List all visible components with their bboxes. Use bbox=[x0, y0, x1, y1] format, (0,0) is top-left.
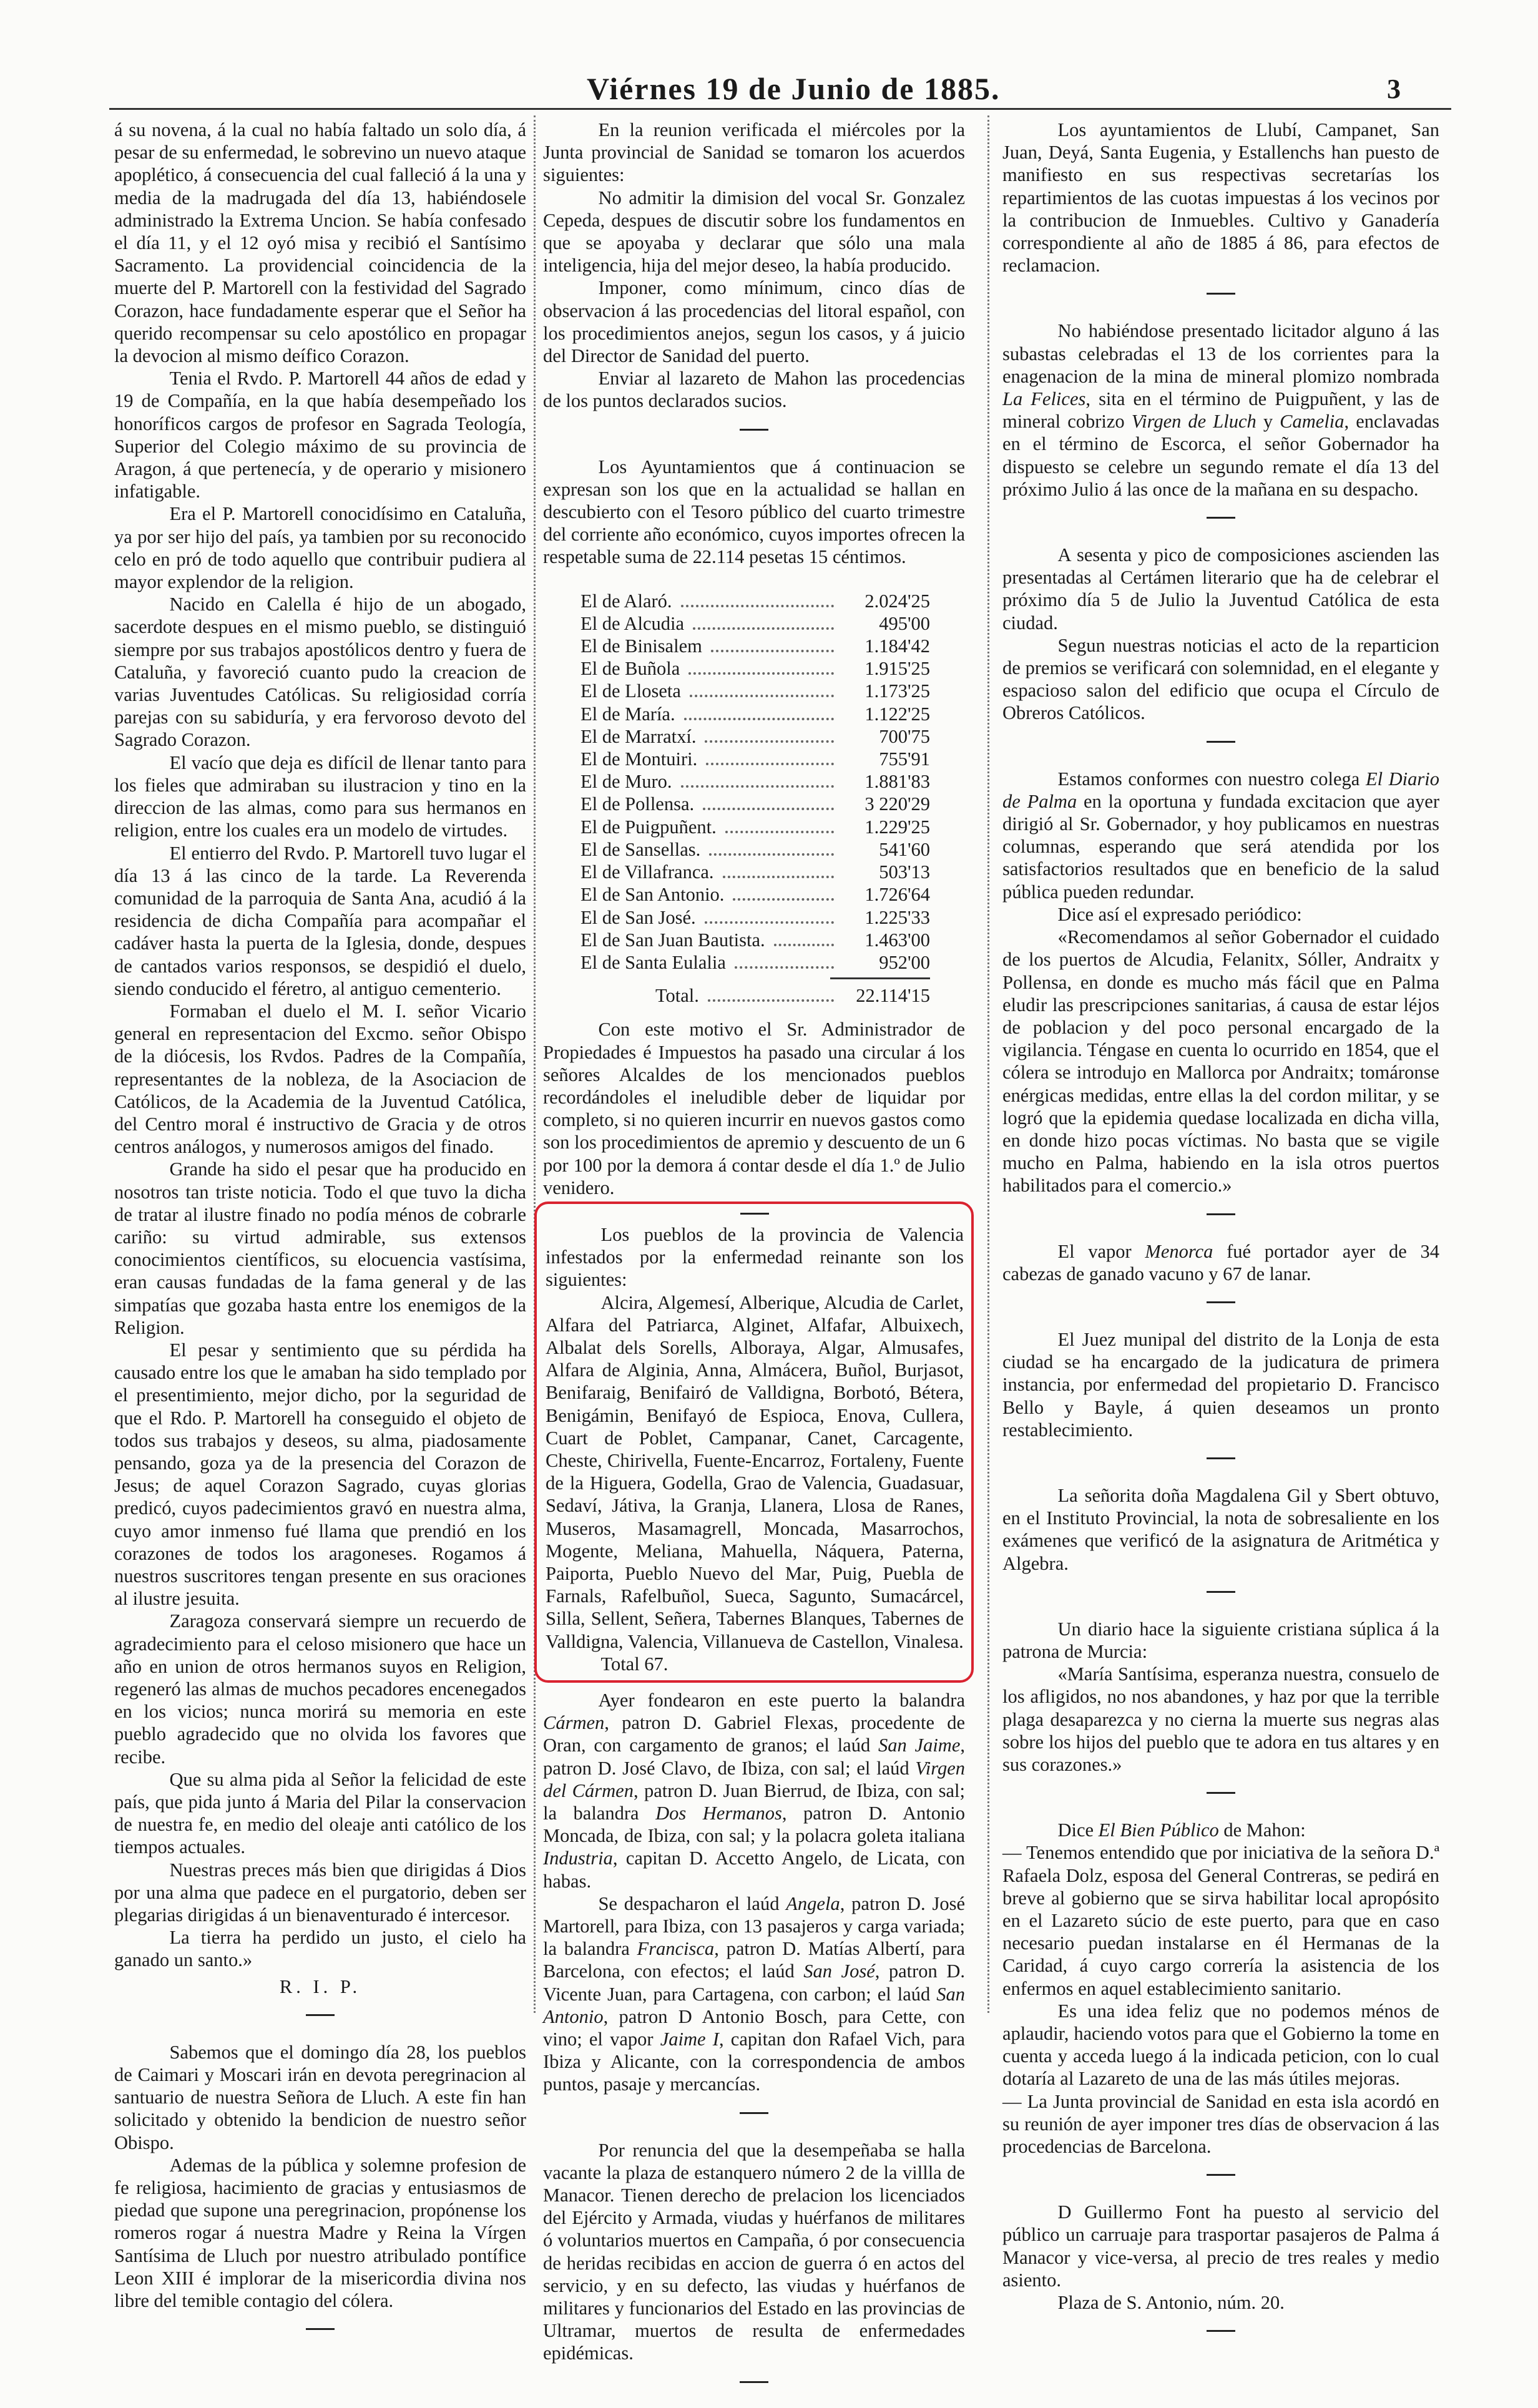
italic-title: Dos Hermanos bbox=[655, 1803, 782, 1824]
dot-leader bbox=[693, 627, 834, 630]
text-run: á su novena, á la cual no había faltado un solo día, á pesar de su enfermedad, le sobrevino un nuevo ataque apoplético, á consecuencia del cual falleció á la una y media de la madrugada del día 13, habiéndosele administrado la Extrema Uncion. Se había confesado el día 11, y el 12 oyó misa y recibió el Santísimo Sacramento. La providencial coincidencia de la muerte del P. Martorell con la festividad del Sagrado Corazon, hace fundadamente esperar que el Señor ha querido recompensar su celo apostólico en propagar la devocion al mismo deífico Corazon. bbox=[114, 119, 526, 367]
text-run: El entierro del Rvdo. P. Martorell tuvo lugar el día 13 á las cinco de la tarde. La Reverenda comunidad de la parroquia de Santa Ana, acudió á la residencia de dicha Compañía para acompañar el cadáver hasta la puerta de la Iglesia, donde, despues de cantados varios responsos, se despidió el duelo, siendo conducido el féretro, al antiguo cementerio. bbox=[114, 842, 526, 999]
italic-title: El Diario de Palma bbox=[1002, 768, 1440, 812]
table-row bbox=[580, 703, 930, 725]
text-run: , patron D. José Clavo, de Ibiza, con sal; el laúd bbox=[543, 1735, 965, 1779]
text-run: En la reunion verificada el miércoles por la Junta provincial de Sanidad se tomaron los acuerdos siguientes: bbox=[543, 119, 965, 186]
table-row bbox=[580, 793, 930, 815]
italic-title: Virgen del Cármen bbox=[543, 1757, 965, 1801]
amount-value: 952'00 bbox=[879, 951, 930, 973]
text-run: fué portador ayer de 34 cabezas de ganado vacuno y 67 de lanar. bbox=[1002, 1240, 1439, 1285]
amount-value: 1.463'00 bbox=[865, 929, 930, 951]
section-divider bbox=[740, 2381, 768, 2383]
article-paragraph bbox=[546, 1223, 964, 1291]
amount-value: 1.184'42 bbox=[865, 635, 930, 657]
text-run: Segun nuestras noticias el acto de la reparticion de premios se verificará con solemnidad, en el elegante y espacioso salon del edificio que ocupa el Círculo de Obreros Católicos. bbox=[1002, 634, 1439, 724]
article-paragraph bbox=[114, 502, 526, 593]
dot-leader bbox=[735, 966, 834, 969]
dot-leader bbox=[705, 740, 834, 743]
text-run: «María Santísima, esperanza nuestra, consuelo de los afligidos, no nos abandones, y haz por que la terrible plaga desaparezca y no cierna la muerte sus negras alas sobre los hijos del pueblo que te adora en tus altares y en sus corazones.» bbox=[1002, 1663, 1439, 1775]
municipality-name: El de Alaró. bbox=[580, 590, 672, 612]
text-run: Dice bbox=[1057, 1819, 1099, 1841]
italic-title: Camelia bbox=[1280, 411, 1345, 433]
table-row bbox=[580, 770, 930, 793]
municipality-name: El de Binisalem bbox=[580, 635, 702, 657]
section-divider bbox=[1207, 1301, 1235, 1303]
table-row bbox=[580, 883, 930, 906]
municipality-name: El de San José. bbox=[580, 906, 696, 928]
text-run: La señorita doña Magdalena Gil y Sbert obtuvo, en el Instituto Provincial, la nota de sobresaliente en los exámenes que verificó de la asignatura de Aritmética y Algebra. bbox=[1002, 1484, 1439, 1574]
article-paragraph bbox=[114, 2154, 526, 2312]
table-row bbox=[580, 725, 930, 748]
section-divider bbox=[740, 1213, 769, 1215]
column-separator bbox=[987, 115, 989, 2013]
text-run: Ademas de la pública y solemne profesion de fe religiosa, hacimiento de gracias y entusiasmos de piedad que supone una peregrinacion, propónense los romeros rogar á nuestra Madre y Reina la Vírgen Santísima de Lluch por nuestro atribulado pontífice Leon XIII é implorar de la misericordia divina nos libre del temible contagio del cólera. bbox=[114, 2154, 526, 2312]
text-run: El vapor bbox=[1057, 1240, 1145, 1262]
article-paragraph bbox=[1002, 119, 1439, 277]
text-run: Imponer, como mínimum, cinco días de observacion á las procedencias del litoral español, con los procedimientos anejos, segun los casos, y á juicio del Director de Sanidad del puerto. bbox=[543, 277, 965, 367]
amount-value: 700'75 bbox=[879, 725, 930, 747]
text-run: D Guillermo Font ha puesto al servicio del público un carruaje para trasportar pasajeros de Palma á Manacor y vice-versa, al precio de tres reales y medio asiento. bbox=[1002, 2201, 1439, 2291]
article-paragraph bbox=[543, 2139, 965, 2365]
text-run: Los Ayuntamientos que á continuacion se expresan son los que en la actualidad se hallan en descubierto con el Tesoro público del cuarto trimestre del corriente año económico, cuyos importes ofrecen la respetable suma de 22.114 pesetas 15 céntimos. bbox=[543, 456, 965, 568]
section-divider bbox=[1207, 2330, 1235, 2332]
table-row bbox=[580, 906, 930, 929]
table-row bbox=[580, 635, 930, 657]
table-row bbox=[580, 861, 930, 883]
italic-title: Cármen bbox=[543, 1712, 605, 1734]
amount-value: 2.024'25 bbox=[865, 590, 930, 612]
debt-table bbox=[580, 590, 930, 1007]
amount-value: 495'00 bbox=[879, 612, 930, 634]
dot-leader bbox=[705, 921, 834, 924]
text-run: Zaragoza conservará siempre un recuerdo de agradecimiento para el celoso misionero que hace un año en union de otros hermanos suyos en Religion, regeneró las almas de muchos pecadores encenegados en los vicios; nunca morirá su memoria en este pueblo agradecido que no olvida los favores que recibe. bbox=[114, 1610, 526, 1768]
dot-leader bbox=[723, 876, 834, 878]
amount-value: 1.122'25 bbox=[865, 703, 930, 725]
italic-title: Francisca bbox=[637, 1938, 715, 1960]
text-run: Que su alma pida al Señor la felicidad de este país, que pida junto á Maria del Pilar la conservacion de nuestra fe, en medio del oleaje anti católico de los tiempos actuales. bbox=[114, 1768, 526, 1858]
column-left bbox=[114, 119, 526, 2355]
dot-leader bbox=[711, 650, 834, 652]
table-row bbox=[580, 590, 930, 612]
municipality-name: El de San Juan Bautista. bbox=[580, 929, 765, 951]
section-divider bbox=[306, 2014, 335, 2016]
text-run: Dice así el expresado periódico: bbox=[1057, 903, 1302, 925]
text-run: Es una idea feliz que no podemos ménos de aplaudir, haciendo votos para que el Gobierno la tome en cuenta y acceda luego á la indicada peticion, con lo cual dotaría al Lazareto de una de las más útiles mejoras. bbox=[1002, 2000, 1439, 2090]
article-paragraph bbox=[543, 277, 965, 367]
column-separator bbox=[534, 115, 536, 2013]
centered-text: R. I. P. bbox=[279, 1975, 361, 1997]
section-divider bbox=[1207, 741, 1235, 743]
text-run: , capitan D. Accetto Angelo, de Licata, con habas. bbox=[543, 1848, 965, 1892]
table-row bbox=[580, 748, 930, 770]
table-row bbox=[580, 680, 930, 702]
article-paragraph bbox=[114, 1926, 526, 1971]
dot-leader bbox=[774, 944, 834, 946]
amount-value: 3 220'29 bbox=[865, 793, 930, 815]
amount-value: 1.881'83 bbox=[865, 771, 930, 793]
text-run: Plaza de S. Antonio, núm. 20. bbox=[1057, 2292, 1285, 2314]
amount-value: 1.726'64 bbox=[865, 884, 930, 906]
article-paragraph bbox=[543, 1018, 965, 1199]
article-paragraph bbox=[1002, 2201, 1439, 2291]
article-paragraph bbox=[114, 1859, 526, 1927]
section-divider bbox=[306, 2328, 335, 2330]
article-paragraph bbox=[1002, 2000, 1439, 2090]
section-divider bbox=[1207, 293, 1235, 295]
text-run: Estamos conformes con nuestro colega bbox=[1057, 768, 1366, 790]
text-run: Nuestras preces más bien que dirigidas á Dios por una alma que padece en el purgatorio, deben ser plegarias dirigidas á un bienaventurado é intercesor. bbox=[114, 1859, 526, 1926]
table-row bbox=[580, 951, 930, 974]
municipality-name: El de Buñola bbox=[580, 658, 680, 680]
table-row bbox=[580, 816, 930, 838]
article-paragraph bbox=[1002, 634, 1439, 725]
article-paragraph bbox=[1002, 1819, 1439, 1841]
text-run: , capitan don Rafael Vich, para Ibiza y Alicante, con la correspondencia de ambos puntos, pasaje y mercancías. bbox=[543, 2029, 965, 2095]
text-run: Nacido en Calella é hijo de un abogado, sacerdote despues en el mismo pueblo, se distinguió siempre por sus trabajos apostólicos dentro y fuera de Cataluña, y favoreció cuanto pudo la creacion de varias Juventudes Católicas. Su religiosidad corría parejas con su sabiduría, y era fervoroso devoto del Sagrado Corazon. bbox=[114, 594, 526, 751]
article-paragraph bbox=[114, 367, 526, 502]
amount-value: 1.229'25 bbox=[865, 816, 930, 838]
text-run: Los pueblos de la provincia de Valencia infestados por la enfermedad reinante son los siguientes: bbox=[546, 1223, 964, 1291]
article-paragraph bbox=[1002, 1484, 1439, 1575]
article-paragraph bbox=[114, 1768, 526, 1859]
municipality-name: El de Marratxí. bbox=[580, 725, 697, 747]
amount-value: 1.173'25 bbox=[865, 680, 930, 702]
page-header bbox=[0, 66, 1538, 109]
text-run: Total 67. bbox=[600, 1653, 669, 1675]
italic-title: Industria bbox=[543, 1848, 613, 1869]
text-run: La tierra ha perdido un justo, el cielo ha ganado un santo.» bbox=[114, 1927, 526, 1971]
text-run: en la oportuna y fundada excitacion que ayer dirigió al Sr. Gobernador, y hoy publicamos en nuestras columnas, esperando que será atendida por los satisfactorios resultados que en beneficio de la salud pública pueden redundar. bbox=[1002, 790, 1439, 903]
municipality-name: El de San Antonio. bbox=[580, 884, 725, 906]
article-paragraph bbox=[1002, 903, 1439, 926]
text-run: Enviar al lazareto de Mahon las procedencias de los puntos declarados sucios. bbox=[543, 368, 965, 412]
text-run: Alcira, Algemesí, Alberique, Alcudia de Carlet, Alfara del Patriarca, Alginet, Alfafar, Albuixech, Albalat dels Sorells, Alboraya, Algar, Almusafes, Alfara de Alginia, Anna, Almácera, Buñol, Burjasot, Benifaraig, Benifairó de Valldigna, Borbotó, Bétera, Benigámin, Benifayó de Espioca, Enova, Cullera, Cuart de Poblet, Campanar, Canet, Carcagente, Cheste, Chirivella, Fuente-Encarroz, Fortaleny, Fuente de la Higuera, Godella, Grao de Valencia, Guadasuar, Sedaví, Játiva, la Granja, Llanera, Llosa de Ranes, Museros, Masamagrell, Moncada, Masarrochos, Mogente, Meliana, Mahuella, Náquera, Paterna, Paiporta, Pueblo Nuevo del Mar, Puig, Puebla de Farnals, Rafelbuñol, Sueca, Sagunto, Sumacárcel, Silla, Sellent, Señera, Tabernes Blanques, Tabernes de Valldigna, Valencia, Villanueva de Castellon, Vinalesa. bbox=[546, 1291, 964, 1652]
text-run: , patron D. Vicente Juan, para Cartagena, con carbon; el laúd bbox=[543, 1960, 965, 2005]
article-paragraph bbox=[114, 1158, 526, 1339]
municipality-name: El de Lloseta bbox=[580, 680, 681, 702]
text-run: , patron D. Gabriel Flexas, procedente de Oran, con cargamento de granos; el laúd bbox=[543, 1712, 965, 1756]
article-paragraph bbox=[114, 1610, 526, 1768]
dot-leader bbox=[733, 898, 834, 901]
municipality-name: El de Muro. bbox=[580, 771, 672, 793]
article-paragraph bbox=[114, 593, 526, 751]
italic-title: San Antonio bbox=[543, 1983, 965, 2027]
amount-value: 541'60 bbox=[879, 838, 930, 860]
sum-rule bbox=[830, 977, 930, 979]
text-run: El vacío que deja es difícil de llenar tanto para los fieles que admiraban su ilustracion y tino en la direccion de las almas, como para sus hermanos en religion, entre los cuales era un modelo de virtudes. bbox=[114, 751, 526, 841]
article-paragraph bbox=[543, 456, 965, 569]
article-paragraph bbox=[114, 119, 526, 367]
section-divider bbox=[1207, 2174, 1235, 2176]
article-paragraph bbox=[543, 367, 965, 412]
municipality-name: El de María. bbox=[580, 703, 675, 725]
total-label: Total. bbox=[655, 985, 699, 1007]
total-row bbox=[580, 984, 930, 1007]
table-row bbox=[580, 838, 930, 861]
section-divider bbox=[1207, 1591, 1235, 1593]
section-divider bbox=[740, 2112, 768, 2114]
italic-title: Jaime I bbox=[660, 2029, 719, 2050]
italic-title: Virgen de Lluch bbox=[1131, 411, 1256, 433]
italic-title: El Bien Público bbox=[1098, 1819, 1219, 1841]
article-paragraph bbox=[543, 187, 965, 277]
table-row bbox=[580, 929, 930, 951]
text-run: , patron D. Matías Albertí, para Barcelona, con efectos; el laúd bbox=[543, 1938, 965, 1982]
article-paragraph bbox=[1002, 926, 1439, 1197]
municipality-name: El de Puigpuñent. bbox=[580, 816, 717, 838]
section-divider bbox=[1207, 1457, 1235, 1459]
text-run: , patron D. Antonio Moncada, de Ibiza, con sal; y la polacra goleta italiana bbox=[543, 1803, 965, 1847]
amount-value: 755'91 bbox=[879, 748, 930, 770]
article-paragraph bbox=[114, 751, 526, 842]
article-paragraph bbox=[543, 1689, 965, 1892]
text-run: Ayer fondearon en este puerto la balandra bbox=[598, 1690, 965, 1711]
article-paragraph bbox=[543, 1892, 965, 2096]
municipality-name: El de Villafranca. bbox=[580, 861, 714, 883]
dot-leader bbox=[703, 808, 834, 810]
article-paragraph bbox=[1002, 768, 1439, 903]
text-run: Por renuncia del que la desempeñaba se halla vacante la plaza de estanquero número 2 de la villla de Manacor. Tienen derecho de prelacion los licenciados del Ejército y Armada, viudas y huérfanos de militares ó voluntarios muertos en Campaña, ó por consecuencia de heridas recibidas en accion de guerra ó en actos del servicio, y en su defecto, las viudas y huérfanos de militares y funcionarios del Estado en las provincias de Ultramar, muertos de resulta de enfermedades epidémicas. bbox=[543, 2139, 965, 2364]
text-run: Sabemos que el domingo día 28, los pueblos de Caimari y Moscari irán en devota peregrinacion al santuario de nuestra Señora de Lluch. A este fin han solicitado y obtenido la bendicion de nuestro señor Obispo. bbox=[114, 2041, 526, 2153]
text-run: Tenia el Rvdo. P. Martorell 44 años de edad y 19 de Compañía, en la que había desempeñado los honoríficos cargos de profesor en Sagrada Teología, Superior del Colegio máximo de su provincia de Aragon, á que pertenecía, y de operario y misionero infatigable. bbox=[114, 368, 526, 502]
article-paragraph bbox=[114, 2041, 526, 2154]
article-paragraph bbox=[114, 1339, 526, 1610]
text-run: Grande ha sido el pesar que ha producido en nosotros tan triste noticia. Todo el que tuvo la dicha de tratar al ilustre finado no podía ménos de cobrarle cariño: su virtud admirable, sus extensos conocimientos científicos, su elocuencia vastísima, eran causas fundadas de la fama general y de las simpatías que gozaba hasta entre los enemigos de la Religion. bbox=[114, 1158, 526, 1338]
dot-leader bbox=[681, 785, 834, 788]
dot-leader bbox=[709, 853, 834, 856]
article-paragraph bbox=[1002, 1841, 1439, 1999]
dot-leader bbox=[690, 695, 834, 697]
municipality-name: El de Alcudia bbox=[580, 612, 685, 634]
text-run: Con este motivo el Sr. Administrador de Propiedades é Impuestos ha pasado una circular á los señores Alcaldes de los mencionados pueblos recordándoles el ineludible deber de liquidar por completo, si no quieren incurrir en nuevos gastos como son los procedimientos de apremio y descuento de un 6 por 100 por la demora á contar desde el día 1.º de Julio venidero. bbox=[543, 1019, 965, 1198]
article-paragraph bbox=[546, 1291, 964, 1653]
dot-leader bbox=[684, 718, 834, 720]
text-run: , patron D Antonio Bosch, para Cette, con vino; el vapor bbox=[543, 2005, 965, 2050]
text-run: de Mahon: bbox=[1218, 1819, 1306, 1841]
highlight-box bbox=[534, 1202, 974, 1683]
article-paragraph bbox=[1002, 1328, 1439, 1441]
table-row bbox=[580, 657, 930, 680]
section-divider bbox=[1207, 1213, 1235, 1215]
text-run: No habiéndose presentado licitador alguno á las subastas celebradas el 13 de los corrientes para la enagenacion de la mina de mineral plomizo nombrada bbox=[1002, 320, 1439, 387]
text-run: — La Junta provincial de Sanidad en esta isla acordó en su reunión de ayer imponer tres días de observacion á las procedencias de Barcelona. bbox=[1002, 2090, 1439, 2158]
amount-value: 1.225'33 bbox=[865, 906, 930, 928]
text-run: , enclavadas en el término de Escorca, el señor Gobernador ha dispuesto se celebre un segundo remate el día 13 del próximo Julio á las once de la mañana en su despacho. bbox=[1002, 411, 1439, 500]
header-rule bbox=[109, 108, 1451, 110]
text-run: «Recomendamos al señor Gobernador el cuidado de los puertos de Alcudia, Felanitx, Sóller, Andraitx y Pollensa, en donde es mucho más fácil que en Palma eludir las prescripciones sanitarias, á causa de estar léjos de poblacion y del poco personal encargado de la vigilancia. Téngase en cuenta lo ocurrido en 1854, que el cólera se introdujo en Mallorca por Andraitx; tomáronse enérgicas medidas, entre ellas la del cordon militar, y se logró que la epidemia quedase localizada en dicha villa, en donde hizo pocas víctimas. No basta que se vigile mucho en Palma, habiendo en la isla otros puertos habilitados para el comercio.» bbox=[1002, 926, 1439, 1197]
article-paragraph bbox=[1002, 320, 1439, 501]
text-run: Era el P. Martorell conocidísimo en Cataluña, ya por ser hijo del país, ya tambien por su reconocido celo en pró de todo aquello que contribuir pudiera al mayor explendor de la religion. bbox=[114, 503, 526, 593]
text-run: Los ayuntamientos de Llubí, Campanet, San Juan, Deyá, Santa Eugenia, y Estallenchs han puesto de manifiesto en sus respectivas secretarías los repartimientos de las cuotas impuestas á los vecinos por la contribucion de Inmuebles. Cultivo y Ganadería correspondiente al año de 1885 á 86, para efectos de reclamacion. bbox=[1002, 119, 1439, 277]
municipality-name: El de Santa Eulalia bbox=[580, 951, 726, 973]
text-run: , patron D. Juan Bierrud, de Ibiza, con sal; la balandra bbox=[543, 1779, 965, 1824]
column-right bbox=[1002, 119, 1439, 2357]
dot-leader bbox=[706, 763, 834, 765]
italic-title: San Jaime bbox=[878, 1735, 961, 1756]
amount-value: 1.915'25 bbox=[865, 658, 930, 680]
text-run: — Tenemos entendido que por iniciativa de la señora D.ª Rafaela Dolz, esposa del General Contreras, se pedirá en breve al gobierno que se sirva habilitar local apropósito en el Lazareto súcio de este puerto, para que en caso necesario puedan instalarse en él Hermanas de la Caridad, á cuyo cargo correría la asistencia de los enfermos en aquel establecimiento sanitario. bbox=[1002, 1842, 1439, 1999]
dot-leader bbox=[681, 605, 834, 607]
italic-title: Menorca bbox=[1145, 1240, 1213, 1262]
column-middle bbox=[543, 119, 965, 2408]
article-paragraph bbox=[1002, 1618, 1439, 1663]
section-divider bbox=[740, 429, 768, 431]
text-run: , sita en el término de Puigpuñent, y las de mineral cobrizo bbox=[1002, 388, 1439, 433]
article-paragraph bbox=[1002, 2291, 1439, 2314]
text-run: Se despacharon el laúd bbox=[598, 1892, 786, 1914]
text-run: Un diario hace la siguiente cristiana súplica á la patrona de Murcia: bbox=[1002, 1618, 1439, 1662]
text-run: A sesenta y pico de composiciones ascienden las presentadas al Certámen literario que ha de celebrar el próximo día 5 de Julio la Juventud Católica de esta ciudad. bbox=[1002, 544, 1439, 634]
section-divider bbox=[1207, 517, 1235, 519]
municipality-name: El de Pollensa. bbox=[580, 793, 695, 815]
article-paragraph bbox=[1002, 1663, 1439, 1776]
dot-leader bbox=[725, 831, 834, 833]
article-paragraph bbox=[543, 119, 965, 187]
text-run: Formaban el duelo el M. I. señor Vicario general en representacion del Excmo. señor Obispo de la diócesis, los Rvdos. Padres de la Compañía, representantes de la nobleza, de la Asociacion de Católicos, de la Academia de la Juventud Católica, del Centro moral é instructivo de Gracia y de otros centros análogos, y numerosos amigos del finado. bbox=[114, 1000, 526, 1158]
article-paragraph bbox=[546, 1653, 964, 1675]
total-value: 22.114'15 bbox=[856, 985, 930, 1007]
italic-title: San José bbox=[803, 1960, 875, 1982]
article-paragraph bbox=[114, 1000, 526, 1158]
issue-date: Viérnes 19 de Junio de 1885. bbox=[587, 71, 1001, 106]
italic-title: Angela bbox=[786, 1892, 840, 1914]
municipality-name: El de Sansellas. bbox=[580, 838, 701, 860]
article-paragraph bbox=[1002, 544, 1439, 634]
dot-leader bbox=[688, 672, 834, 675]
table-row bbox=[580, 612, 930, 635]
text-run: El Juez munipal del distrito de la Lonja de esta ciudad se ha encargado de la judicatura de primera instancia, por enfermedad del propietario D. Francisco Bello y Bayle, á quien deseamos un pronto restablecimiento. bbox=[1002, 1328, 1439, 1441]
text-run: No admitir la dimision del vocal Sr. Gonzalez Cepeda, despues de discutir sobre los fundamentos en que se apoyaba y declarar que sólo una mala inteligencia, hija del mejor deseo, la había producido. bbox=[543, 187, 965, 277]
article-paragraph bbox=[114, 842, 526, 1000]
amount-value: 503'13 bbox=[879, 861, 930, 883]
municipality-name: El de Montuiri. bbox=[580, 748, 698, 770]
text-run: El pesar y sentimiento que su pérdida ha causado entre los que le amaban ha sido templado por el presentimiento, mejor dicho, por la seguridad de que el Rdo. P. Martorell ha conseguido el objeto de todos sus trabajos y deseos, su alma, piadosamente pensando, goza ya de la presencia del Corazon de Jesus; de aquel Corazon Sagrado, cuyas glorias predicó, cuyos padecimientos gravó en nuestra alma, cuyo amor inmenso fué llama que prendió en los corazones de todos los aragoneses. Rogamos á nuestros suscritores tengan presente en sus oraciones al ilustre jesuita. bbox=[114, 1339, 526, 1610]
article-paragraph bbox=[1002, 2090, 1439, 2158]
dot-leader bbox=[708, 999, 834, 1002]
text-run: y bbox=[1256, 411, 1280, 433]
italic-title: La Felices bbox=[1002, 388, 1086, 410]
article-paragraph bbox=[1002, 1240, 1439, 1285]
text-run: , patron D. José Martorell, para Ibiza, con 13 pasajeros y carga variada; la balandra bbox=[543, 1892, 965, 1960]
section-divider bbox=[1207, 1792, 1235, 1794]
page-number: 3 bbox=[1387, 74, 1401, 104]
